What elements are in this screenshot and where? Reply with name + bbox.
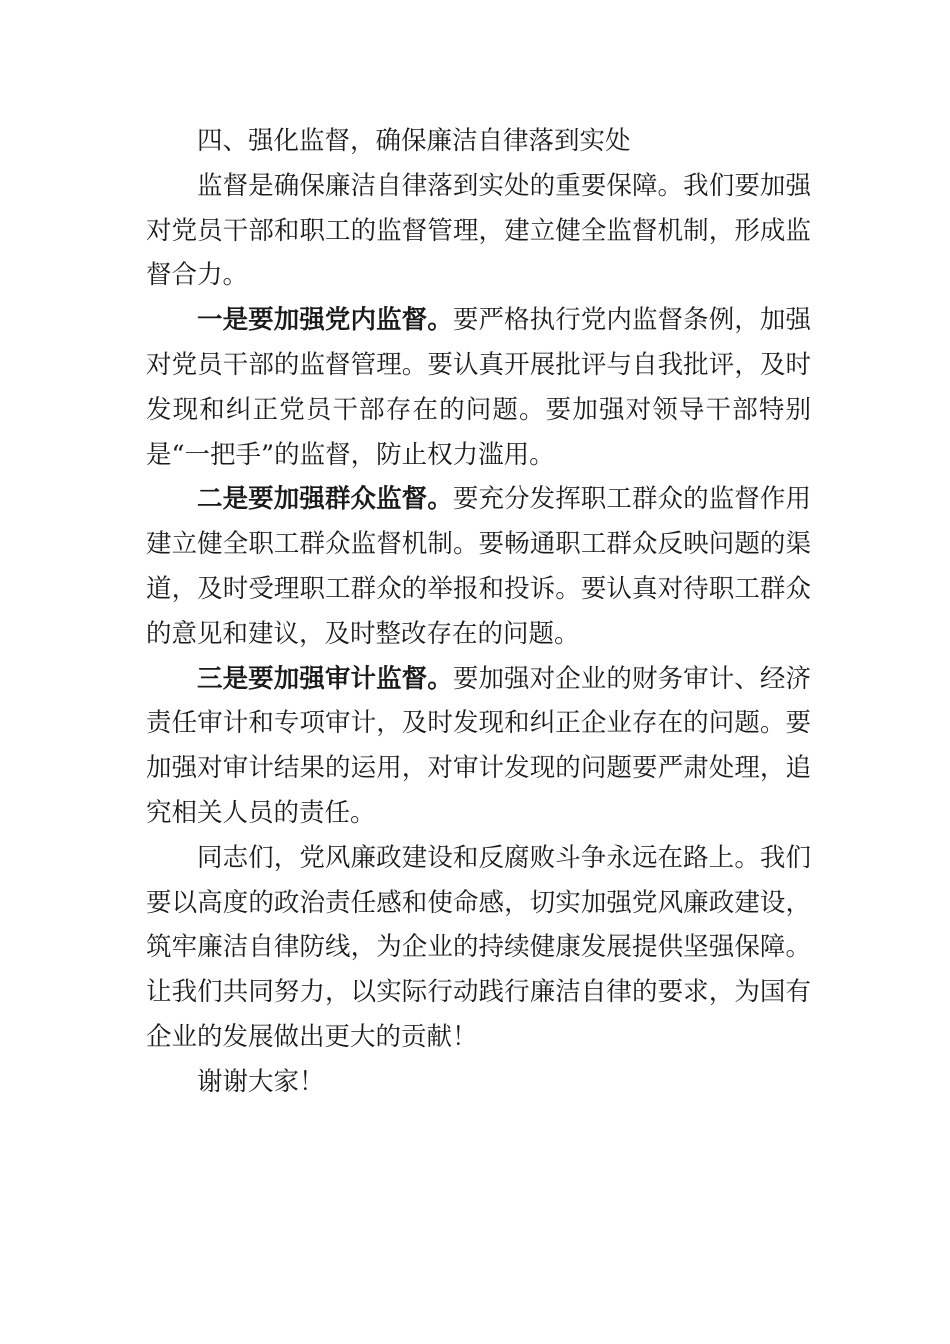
point-lead-2: 二是要加强群众监督。 [197, 484, 453, 515]
document-body [146, 119, 811, 1105]
point-lead-1: 一是要加强党内监督。 [197, 305, 453, 336]
thanks-line: 谢谢大家！ [197, 1066, 325, 1097]
point-paragraph-3 [146, 657, 811, 836]
point-paragraph-1 [146, 298, 811, 477]
point-body-3: 要加强对企业的财务审计、经济责任审计和专项审计，及时发现和纠正企业存在的问题。要加强对审计结果的运用，对审计发现的问题要严肃处理，追究相关人员的责任。 [146, 663, 811, 828]
point-body-1: 要严格执行党内监督条例，加强对党员干部的监督管理。要认真开展批评与自我批评，及时发现和纠正党员干部存在的问题。要加强对领导干部特别是“一把手”的监督，防止权力滥用。 [146, 305, 811, 470]
point-lead-3: 三是要加强审计监督。 [197, 663, 453, 694]
section-heading: 四、强化监督，确保廉洁自律落到实处 [197, 126, 631, 156]
closing-paragraph: 同志们，党风廉政建设和反腐败斗争永远在路上。我们要以高度的政治责任感和使命感，切实加强党风廉政建设，筑牢廉洁自律防线，为企业的持续健康发展提供坚强保障。让我们共同努力，以实际行动践行廉洁自律的要求，为国有企业的发展做出更大的贡献！ [146, 842, 811, 1052]
point-body-2: 要充分发挥职工群众的监督作用建立健全职工群众监督机制。要畅通职工群众反映问题的渠道，及时受理职工群众的举报和投诉。要认真对待职工群众的意见和建议，及时整改存在的问题。 [146, 484, 811, 649]
point-paragraph-2 [146, 477, 811, 656]
intro-paragraph: 监督是确保廉洁自律落到实处的重要保障。我们要加强对党员干部和职工的监督管理，建立健全监督机制，形成监督合力。 [146, 170, 811, 291]
